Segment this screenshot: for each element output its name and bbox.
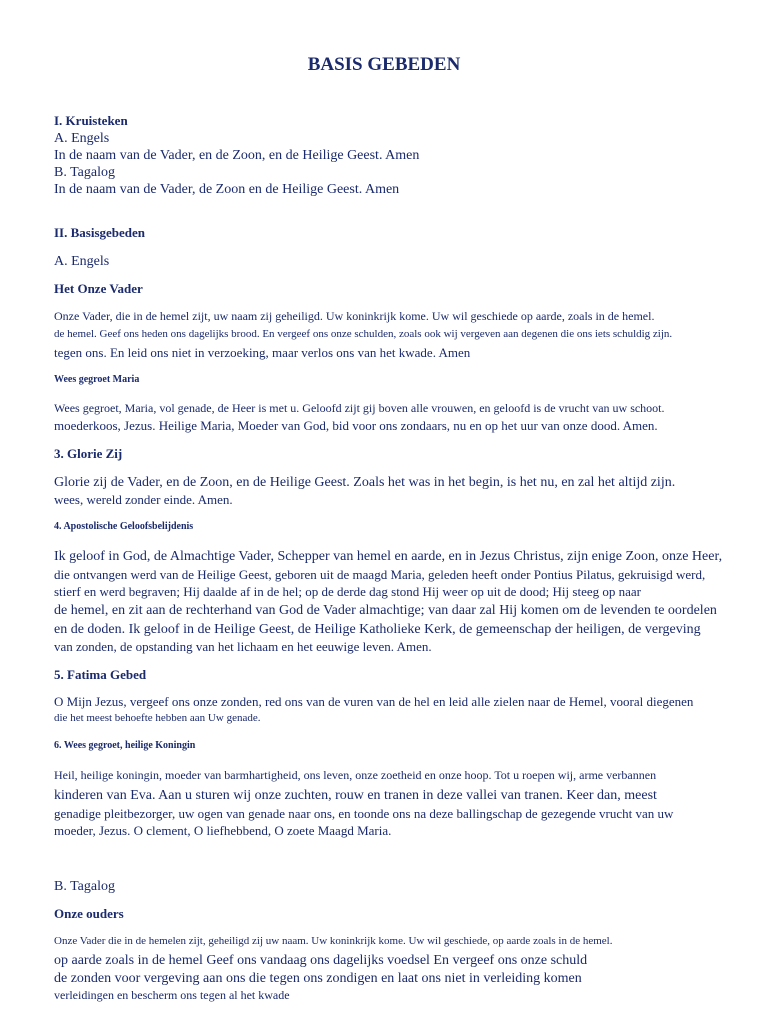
onze-vader-line: tegen ons. En leid ons niet in verzoeking, maar verlos ons van het kwade. Amen (54, 345, 471, 360)
glorie-line: wees, wereld zonder einde. Amen. (54, 492, 233, 507)
section-heading-basisgebeden: II. Basisgebeden (54, 225, 146, 240)
koningin-line: genadige pleitbezorger, uw ogen van genade naar ons, en toonde ons na deze ballingschap de gezegende vrucht van uw (54, 806, 674, 821)
fatima-line: die het meest behoefte hebben aan Uw genade. (54, 712, 261, 724)
subsection-label-engels-2: A. Engels (54, 254, 110, 269)
prayer-heading-apostolische: 4. Apostolische Geloofsbelijdenis (54, 521, 194, 532)
wees-gegroet-line: Wees gegroet, Maria, vol genade, de Heer is met u. Geloofd zijt gij boven alle vrouwen, en geloofd is de vrucht van uw schoot. (54, 401, 665, 415)
fatima-line: O Mijn Jezus, vergeef ons onze zonden, red ons van de vuren van de hel en leid alle zielen naar de Hemel, vooral diegenen (54, 694, 694, 709)
wees-gegroet-line: moederkoos, Jezus. Heilige Maria, Moeder van God, bid voor ons zondaars, nu en op het uur van onze dood. Amen. (54, 418, 658, 433)
prayer-heading-koningin: 6. Wees gegroet, heilige Koningin (54, 740, 196, 751)
document-title: BASIS GEBEDEN (307, 54, 461, 75)
prayer-heading-fatima: 5. Fatima Gebed (54, 667, 147, 682)
onze-ouders-line: op aarde zoals in de hemel Geef ons vandaag ons dagelijks voedsel En vergeef ons onze schuld (54, 953, 588, 968)
subsection-label-tagalog-2: B. Tagalog (54, 879, 115, 894)
subsection-label-engels: A. Engels (54, 131, 110, 146)
kruisteken-tagalog-text: In de naam van de Vader, de Zoon en de Heilige Geest. Amen (54, 182, 400, 197)
apostolische-line: die ontvangen werd van de Heilige Geest, geboren uit de maagd Maria, geleden heeft onder Pontius Pilatus, gekruisigd werd, (54, 567, 706, 582)
apostolische-line: de hemel, en zit aan de rechterhand van God de Vader almachtige; van daar zal Hij komen om de levenden te oordelen (54, 603, 717, 618)
glorie-line: Glorie zij de Vader, en de Zoon, en de Heilige Geest. Zoals het was in het begin, is het nu, en zal het altijd zijn. (54, 475, 676, 490)
prayer-heading-glorie: 3. Glorie Zij (54, 446, 123, 461)
prayer-heading-onze-ouders: Onze ouders (54, 906, 124, 921)
onze-vader-line: Onze Vader, die in de hemel zijt, uw naam zij geheiligd. Uw koninkrijk kome. Uw wil geschiede op aarde, zoals in de hemel. (54, 309, 655, 323)
apostolische-line: en de doden. Ik geloof in de Heilige Geest, de Heilige Katholieke Kerk, de gemeenschap der heiligen, de vergeving (54, 622, 701, 637)
apostolische-line: stierf en werd begraven; Hij daalde af in de hel; op de derde dag stond Hij weer op uit de dood; Hij steeg op naar (54, 584, 641, 599)
onze-ouders-line: Onze Vader die in de hemelen zijt, geheiligd zij uw naam. Uw koninkrijk kome. Uw wil geschiede, op aarde zoals in de hemel. (54, 935, 613, 947)
prayer-heading-onze-vader: Het Onze Vader (54, 281, 143, 296)
subsection-label-tagalog: B. Tagalog (54, 165, 115, 180)
onze-vader-line: de hemel. Geef ons heden ons dagelijks brood. En vergeef ons onze schulden, zoals ook wij vergeven aan degenen die ons iets schuldig zijn. (54, 328, 673, 340)
section-heading-kruisteken: I. Kruisteken (54, 113, 128, 128)
koningin-line: Heil, heilige koningin, moeder van barmhartigheid, ons leven, onze zoetheid en onze hoop. Tot u roepen wij, arme verbannen (54, 768, 657, 782)
koningin-line: moeder, Jezus. O clement, O liefhebbend, O zoete Maagd Maria. (54, 823, 392, 838)
onze-ouders-line: de zonden voor vergeving aan ons die tegen ons zondigen en laat ons niet in verleiding komen (54, 971, 582, 986)
onze-ouders-line: verleidingen en bescherm ons tegen al het kwade (54, 988, 290, 1002)
apostolische-line: Ik geloof in God, de Almachtige Vader, Schepper van hemel en aarde, en in Jezus Christus, zijn enige Zoon, onze Heer, (54, 549, 723, 564)
koningin-line: kinderen van Eva. Aan u sturen wij onze zuchten, rouw en tranen in deze vallei van tranen. Keer dan, meest (54, 788, 657, 803)
apostolische-line: van zonden, de opstanding van het lichaam en het eeuwige leven. Amen. (54, 639, 432, 654)
prayer-heading-wees-gegroet: Wees gegroet Maria (54, 374, 140, 385)
kruisteken-engels-text: In de naam van de Vader, en de Zoon, en de Heilige Geest. Amen (54, 148, 420, 163)
